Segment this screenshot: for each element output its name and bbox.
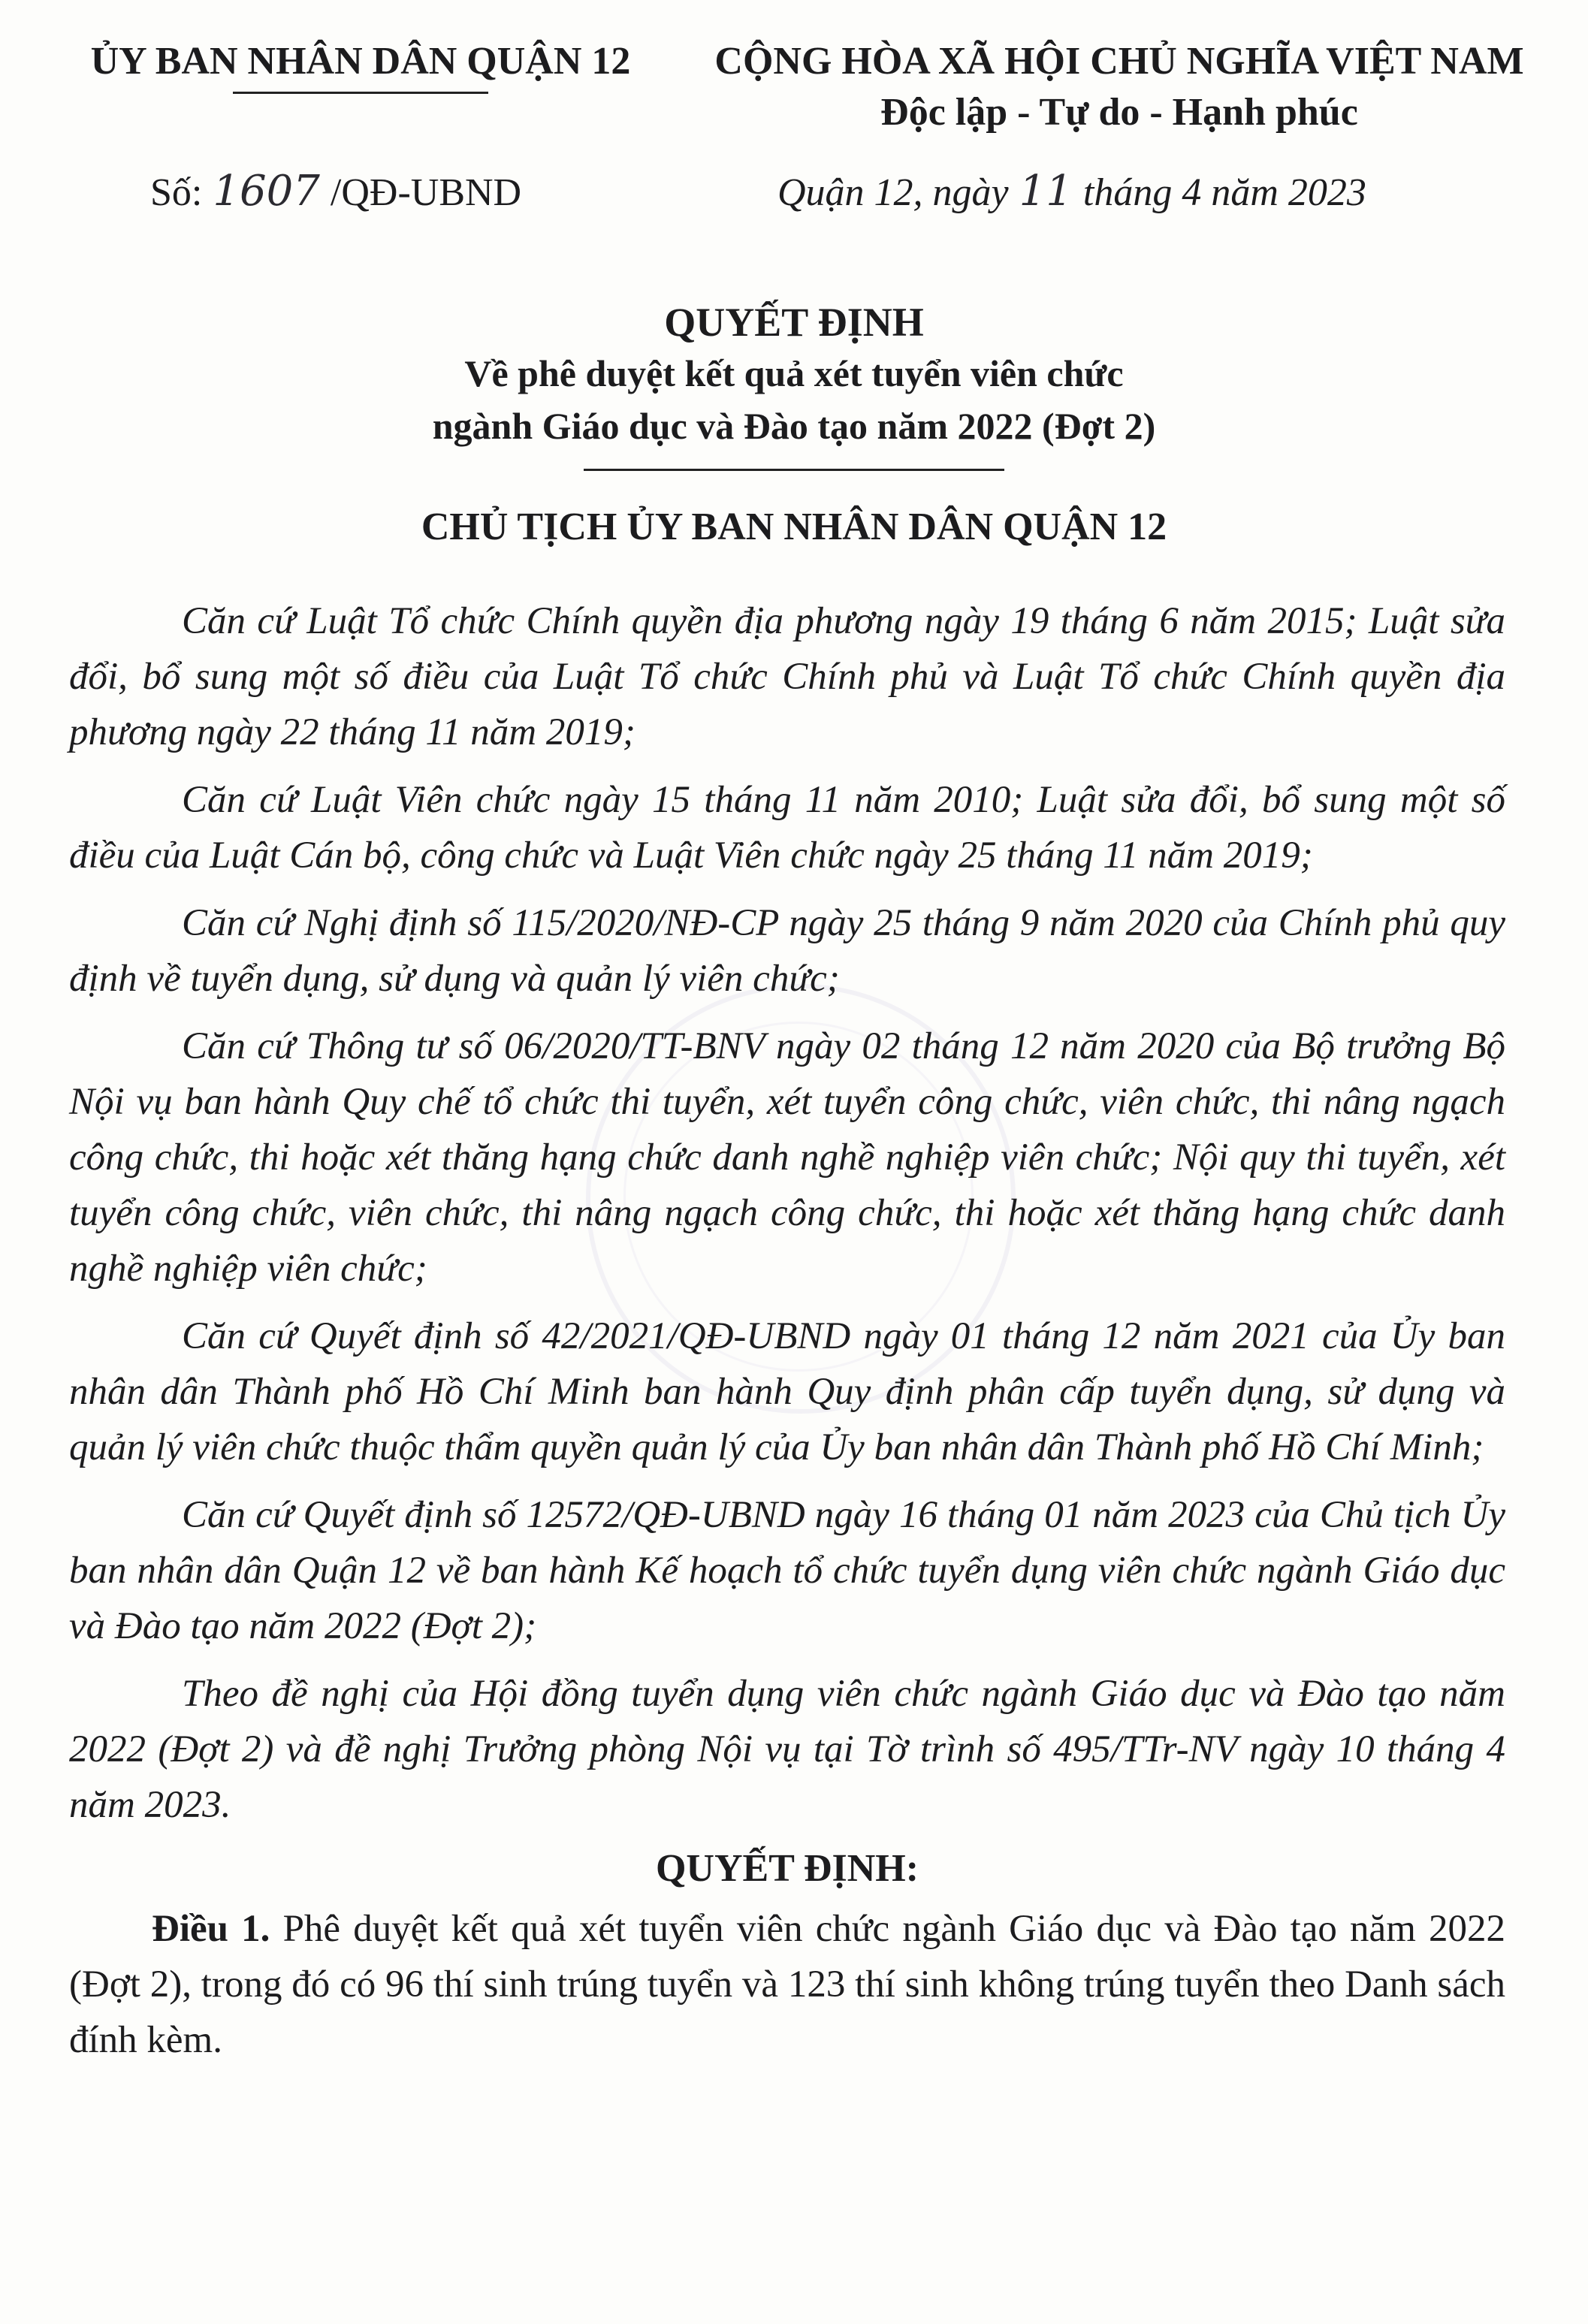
document-body: [69, 593, 1505, 2068]
issuing-authority: CHỦ TỊCH ỦY BAN NHÂN DÂN QUẬN 12: [421, 506, 1167, 548]
article-1-text: Phê duyệt kết quả xét tuyển viên chức ngành Giáo dục và Đào tạo năm 2022 (Đợt 2), trong đó có 96 thí sinh trúng tuyển và 123 thí sinh không trúng tuyển theo Danh sách đính kèm.: [69, 1908, 1506, 2061]
article-1-label: Điều 1.: [152, 1908, 270, 1950]
legal-basis-2: Căn cứ Luật Viên chức ngày 15 tháng 11 năm 2010; Luật sửa đổi, bổ sung một số điều của Luật Cán bộ, công chức và Luật Viên chức ngày 25 tháng 11 năm 2019;: [69, 779, 1505, 877]
legal-basis-4: Căn cứ Thông tư số 06/2020/TT-BNV ngày 02 tháng 12 năm 2020 của Bộ trưởng Bộ Nội vụ ban hành Quy chế tổ chức thi tuyển, xét tuyển công chức, viên chức, thi nâng ngạch công chức, thi hoặc xét thăng hạng chức danh nghề nghiệp viên chức; Nội quy thi tuyển, xét tuyển công chức, viên chức, thi nâng ngạch công chức, thi hoặc xét thăng hạng chức danh nghề nghiệp viên chức;: [69, 1025, 1505, 1290]
decision-heading: QUYẾT ĐỊNH:: [655, 1847, 919, 1890]
legal-basis-3: Căn cứ Nghị định số 115/2020/NĐ-CP ngày 25 tháng 9 năm 2020 của Chính phủ quy định về tuyển dụng, sử dụng và quản lý viên chức;: [69, 902, 1505, 1000]
document-date: [777, 167, 1366, 216]
date-suffix: tháng 4 năm 2023: [1082, 171, 1366, 214]
legal-basis-1: Căn cứ Luật Tổ chức Chính quyền địa phương ngày 19 tháng 6 năm 2015; Luật sửa đổi, bổ sung một số điều của Luật Tổ chức Chính phủ và Luật Tổ chức Chính quyền địa phương ngày 22 tháng 11 năm 2019;: [69, 600, 1505, 753]
handwritten-number: 1607: [213, 167, 320, 216]
national-motto: Độc lập - Tự do - Hạnh phúc: [880, 91, 1358, 134]
decision-subtitle-line-1: Về phê duyệt kết quả xét tuyển viên chức: [464, 352, 1124, 394]
agency-underline: [233, 92, 488, 94]
document-number: [150, 167, 521, 216]
article-1: [69, 1901, 1505, 2068]
country-name: CỘNG HÒA XÃ HỘI CHỦ NGHĨA VIỆT NAM: [714, 40, 1524, 83]
handwritten-day: 11: [1019, 167, 1073, 216]
decision-subtitle-line-2: ngành Giáo dục và Đào tạo năm 2022 (Đợt 2): [432, 405, 1156, 447]
issuing-agency-block: [53, 36, 669, 94]
proposal-basis: Theo đề nghị của Hội đồng tuyển dụng viên chức ngành Giáo dục và Đào tạo năm 2022 (Đợt 2) và đề nghị Trưởng phòng Nội vụ tại Tờ trình số 495/TTr-NV ngày 10 tháng 4 năm 2023.: [69, 1673, 1505, 1826]
date-prefix: Quận 12, ngày: [777, 171, 1009, 214]
number-prefix: Số:: [150, 171, 203, 214]
number-suffix: /QĐ-UBND: [330, 171, 522, 214]
national-header-block: [676, 36, 1562, 138]
decision-title-block: [0, 297, 1588, 471]
legal-basis-6: Căn cứ Quyết định số 12572/QĐ-UBND ngày 16 tháng 01 năm 2023 của Chủ tịch Ủy ban nhân dân Quận 12 về ban hành Kế hoạch tổ chức tuyển dụng viên chức ngành Giáo dục và Đào tạo năm 2022 (Đợt 2);: [69, 1494, 1505, 1647]
title-underline: [584, 469, 1004, 471]
legal-basis-5: Căn cứ Quyết định số 42/2021/QĐ-UBND ngày 01 tháng 12 năm 2021 của Ủy ban nhân dân Thành phố Hồ Chí Minh ban hành Quy định phân cấp tuyển dụng, sử dụng và quản lý viên chức thuộc thẩm quyền quản lý của Ủy ban nhân dân Thành phố Hồ Chí Minh;: [69, 1315, 1505, 1468]
issuing-agency: ỦY BAN NHÂN DÂN QUẬN 12: [90, 40, 631, 83]
decision-title: QUYẾT ĐỊNH: [664, 300, 924, 345]
